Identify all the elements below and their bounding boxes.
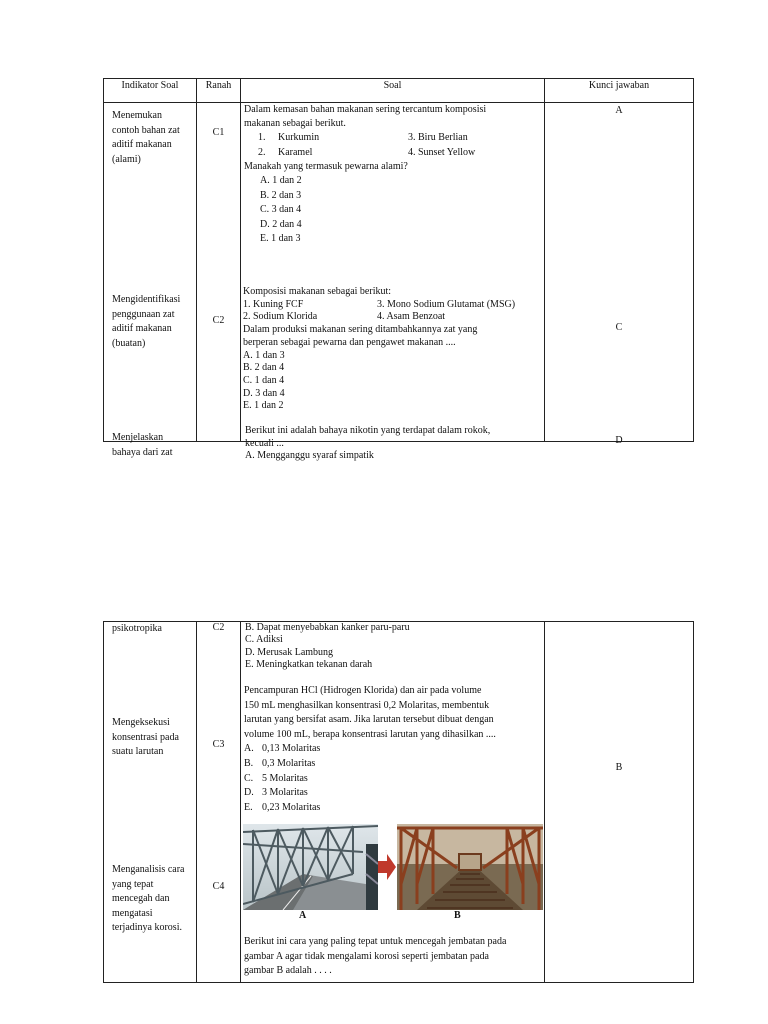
kunci-cell	[545, 103, 694, 446]
question-1: Dalam kemasan bahan makanan sering tercantum komposisi makanan sebagai berikut. 1. Kurkumin 3. Biru Berlian 2. Karamel 4. Sunset Yellow Manakah yang termasuk pewarna alami? A. 1 dan 2 B. 2 dan 3 C. 3 dan 4 D. 2 dan 4 E. 1 dan 3	[244, 104, 487, 245]
question-2: Komposisi makanan sebagai berikut: 1. Kuning FCF 3. Mono Sodium Glutamat (MSG) 2. Sodium Klorida 4. Asam Benzoat Dalam produksi makanan sering ditambahkannya zat yang berperan sebagai pewarna dan pengawet makanan .... A. 1 dan 3 B. 2 dan 4 C. 1 dan 4 D. 3 dan 4 E. 1 dan 2	[243, 286, 516, 412]
kunci-row4: B	[615, 762, 623, 773]
question-3-cont: B. Dapat menyebabkan kanker paru-paru C. Adiksi D. Merusak Lambung E. Meningkatkan tekanan darah	[245, 622, 410, 670]
image-b-label: B	[454, 910, 461, 921]
header-indikator: Indikator Soal	[104, 79, 197, 103]
kunci-cell-2	[545, 622, 694, 983]
header-soal: Soal	[241, 79, 545, 103]
ranah-cell-2	[197, 622, 241, 983]
indikator-row3-cont: psikotropika	[112, 623, 162, 634]
soal-cell-2	[241, 622, 545, 983]
header-ranah: Ranah	[197, 79, 241, 103]
arrow-icon	[378, 854, 396, 880]
kunci-row2: C	[615, 322, 623, 333]
kunci-row1: A	[615, 105, 623, 116]
ranah-row4: C3	[212, 739, 225, 750]
question-table-page2	[103, 621, 694, 983]
question-4: Pencampuran HCl (Hidrogen Klorida) dan air pada volume 150 mL menghasilkan konsentrasi 0,2 Molaritas, membentuk larutan yang bersifat asam. Jika larutan tersebut dibuat dengan volume 100 mL, berapa konsentrasi larutan yang dihasilkan .... A. 0,13 Molaritas B. 0,3 Molaritas C. 5 Molaritas D. 3 Molaritas E. 0,23 Molaritas	[244, 685, 496, 813]
indikator-cell-2	[104, 622, 197, 983]
ranah-row1: C1	[212, 127, 225, 138]
indikator-row3: Menjelaskan bahaya dari zat	[112, 432, 173, 458]
ranah-row2: C2	[212, 315, 225, 326]
indikator-row2: Mengidentifikasi penggunaan zat aditif makanan (buatan)	[112, 294, 181, 349]
soal-cell	[241, 103, 545, 461]
bridge-a-photo	[243, 824, 378, 910]
question-5: Berikut ini cara yang paling tepat untuk mencegah jembatan pada gambar A agar tidak mengalami korosi seperti jembatan pada gambar B adalah . . . .	[244, 936, 507, 976]
ranah-row5: C4	[212, 881, 225, 892]
bridge-b-photo	[397, 824, 543, 910]
indikator-row4: Mengeksekusi konsentrasi pada suatu larutan	[112, 717, 179, 757]
indikator-row1: Menemukan contoh bahan zat aditif makanan (alami)	[112, 110, 180, 165]
kunci-row3: D	[615, 435, 623, 446]
question-3: Berikut ini adalah bahaya nikotin yang terdapat dalam rokok, kecuali ... A. Mengganggu syaraf simpatik	[245, 425, 491, 461]
indikator-row5: Menganalisis cara yang tepat mencegah dan mengatasi terjadinya korosi.	[112, 864, 185, 933]
ranah-cell	[197, 103, 241, 442]
question-table-page1	[103, 78, 694, 461]
ranah-row3-cont: C2	[212, 622, 225, 633]
image-a-label: A	[299, 910, 307, 921]
header-kunci: Kunci jawaban	[545, 79, 694, 103]
indikator-cell	[104, 103, 197, 458]
